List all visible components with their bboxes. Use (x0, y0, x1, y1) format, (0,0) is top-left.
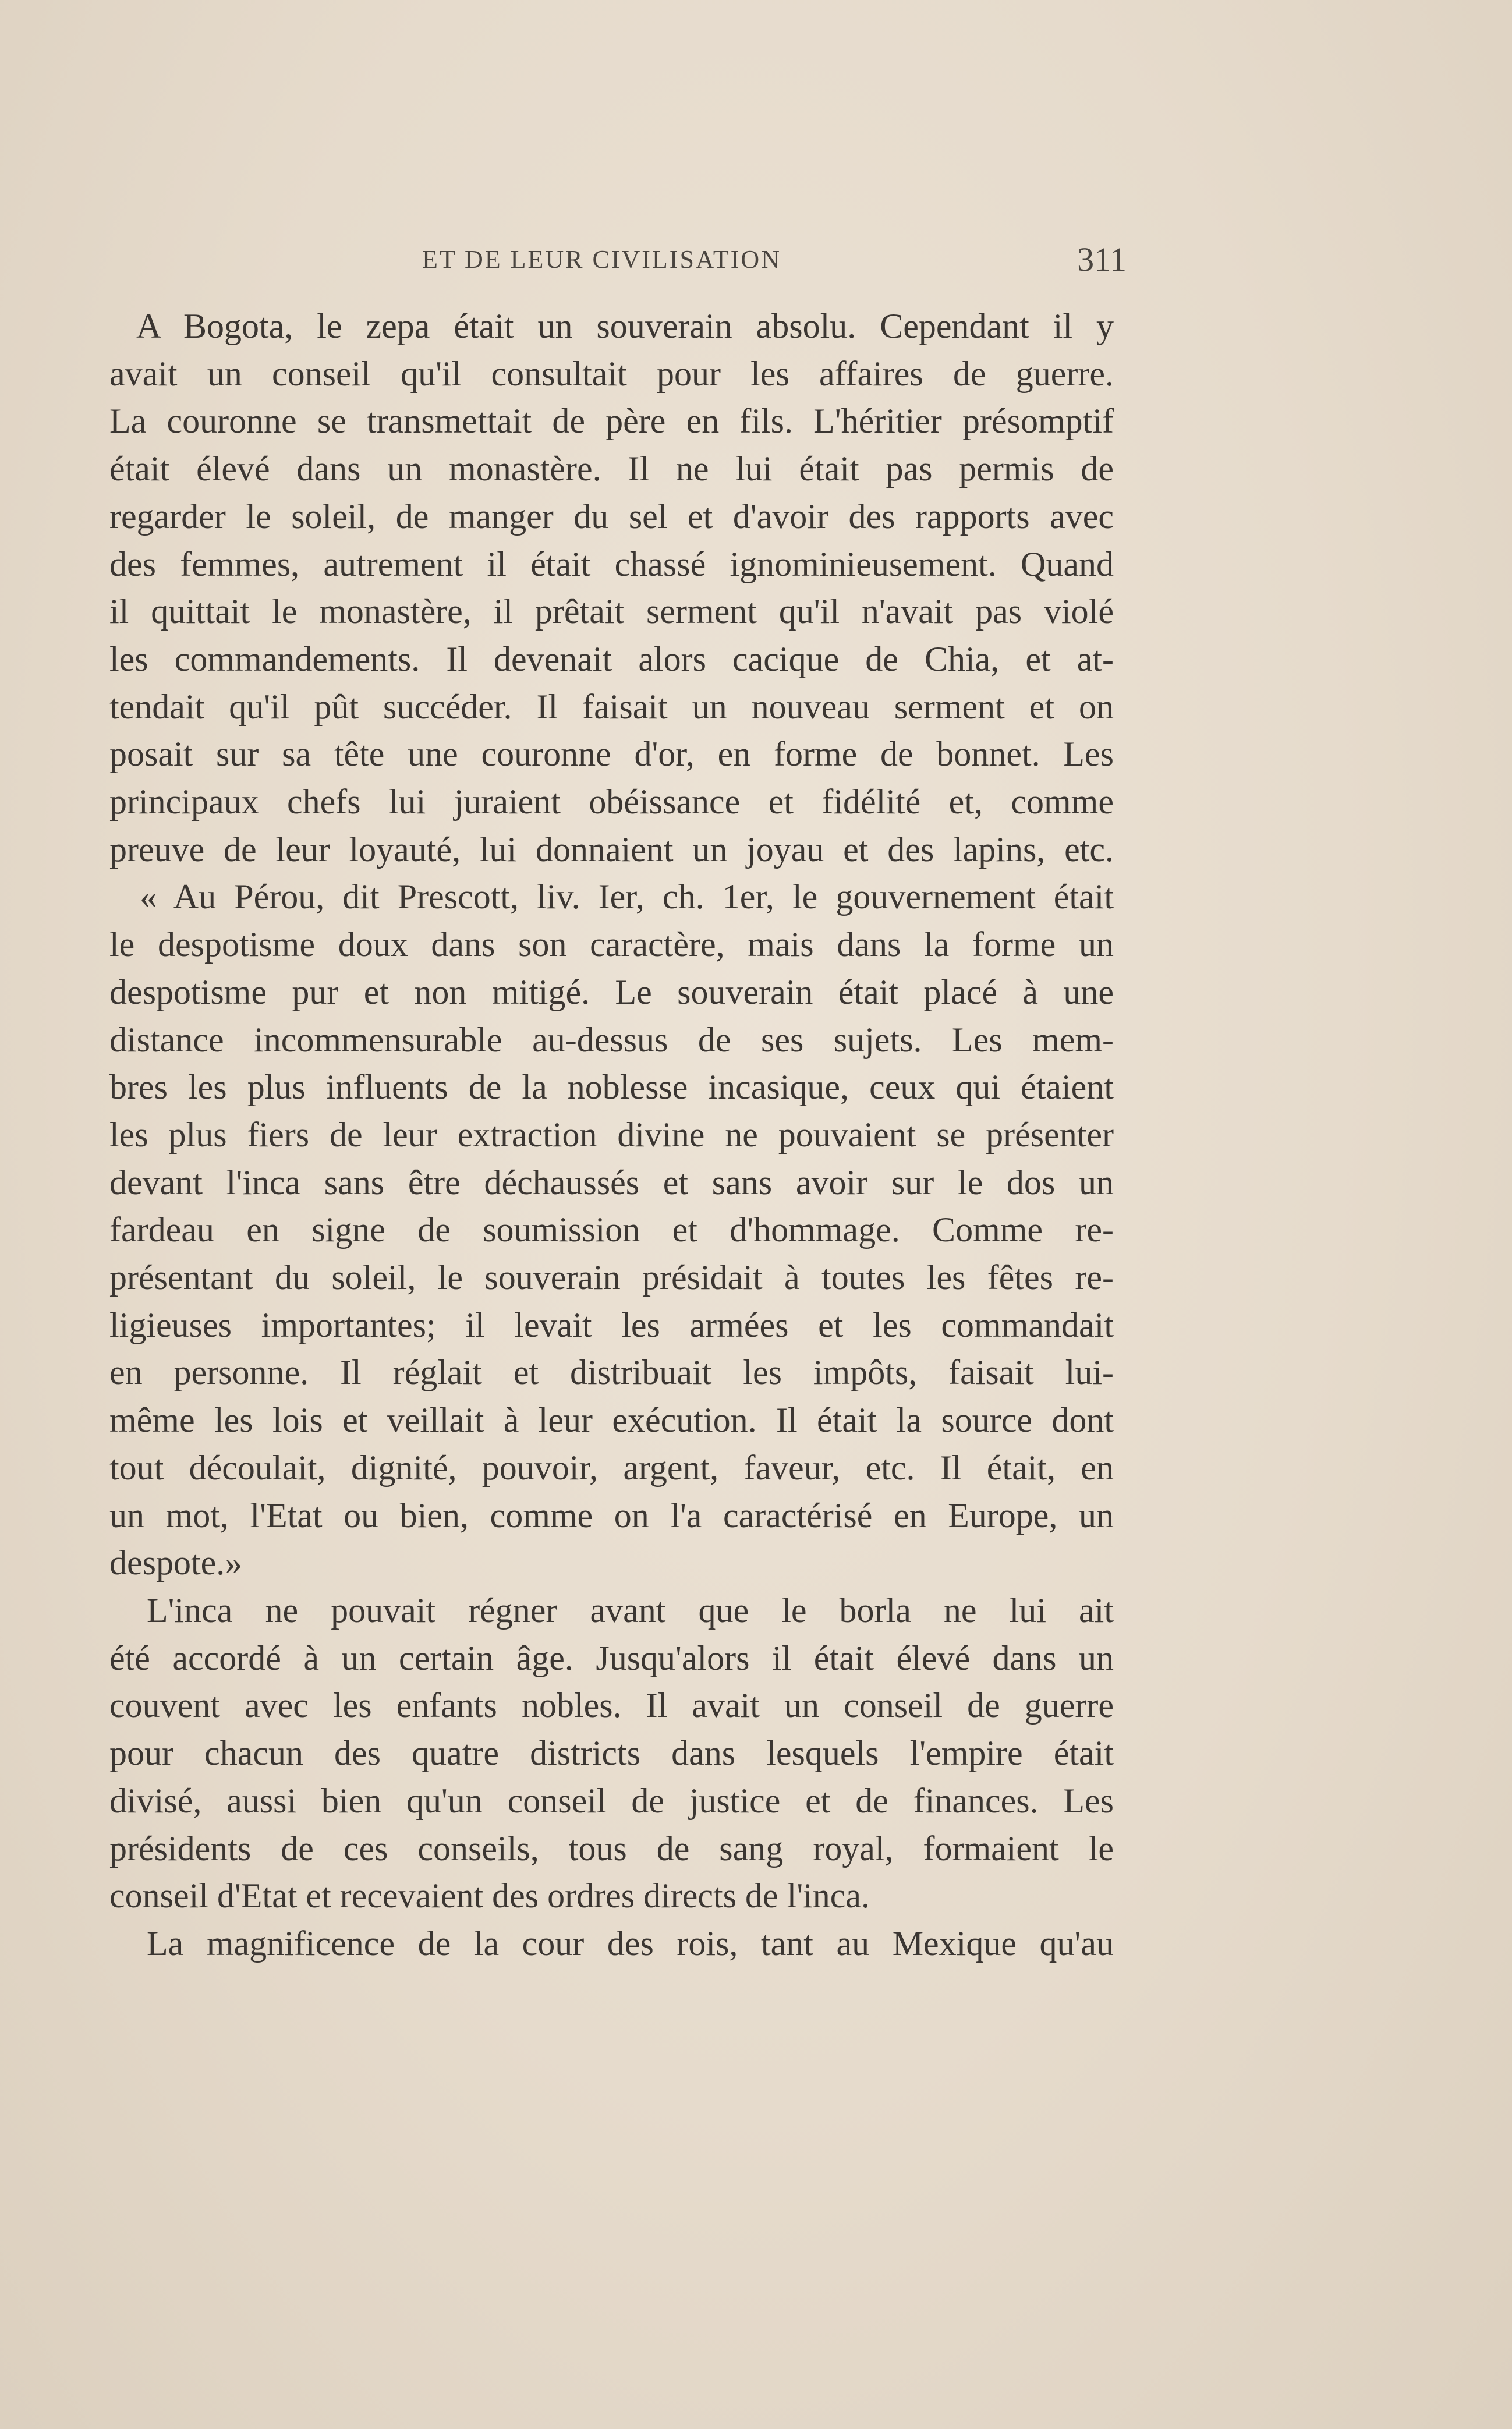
text-line: avait un conseil qu'il consultait pour les affaires de guerre. (109, 354, 1114, 393)
text-line: preuve de leur loyauté, lui donnaient un joyau et des lapins, etc. (109, 830, 1114, 869)
text-line: regarder le soleil, de manger du sel et d'avoir des rapports avec (109, 497, 1114, 536)
text-line: despotisme pur et non mitigé. Le souverain était placé à une (109, 972, 1114, 1011)
text-line: même les lois et veillait à leur exécution. Il était la source dont (109, 1401, 1114, 1440)
text-line: distance incommensurable au-dessus de ses sujets. Les mem- (109, 1020, 1114, 1059)
text-line: A Bogota, le zepa était un souverain absolu. Cependant il y (136, 307, 1114, 345)
text-line: le despotisme doux dans son caractère, mais dans la forme un (109, 925, 1114, 964)
text-line: L'inca ne pouvait régner avant que le borla ne lui ait (147, 1591, 1114, 1630)
text-line: ligieuses importantes; il levait les armées et les commandait (109, 1305, 1114, 1344)
text-line: présidents de ces conseils, tous de sang royal, formaient le (109, 1829, 1114, 1868)
text-line: tendait qu'il pût succéder. Il faisait un nouveau serment et on (109, 687, 1114, 726)
text-line: couvent avec les enfants nobles. Il avait un conseil de guerre (109, 1686, 1114, 1725)
page-number: 311 (1077, 240, 1127, 278)
body-text (109, 303, 1114, 1968)
text-line: bres les plus influents de la noblesse incasique, ceux qui étaient (109, 1068, 1114, 1107)
running-head: ET DE LEUR CIVILISATION (422, 245, 781, 274)
paragraph (109, 303, 1114, 873)
paragraph (109, 1920, 1114, 1968)
text-line: pour chacun des quatre districts dans lesquels l'empire était (109, 1734, 1114, 1773)
text-line: divisé, aussi bien qu'un conseil de justice et de finances. Les (109, 1781, 1114, 1820)
text-line: des femmes, autrement il était chassé ignominieusement. Quand (109, 544, 1114, 583)
text-line: un mot, l'Etat ou bien, comme on l'a caractérisé en Europe, un (109, 1496, 1114, 1535)
paragraph (109, 1587, 1114, 1920)
text-line: présentant du soleil, le souverain présidait à toutes les fêtes re- (109, 1258, 1114, 1297)
text-line: fardeau en signe de soumission et d'hommage. Comme re- (109, 1210, 1114, 1249)
text-line: principaux chefs lui juraient obéissance et fidélité et, comme (109, 782, 1114, 822)
text-line: été accordé à un certain âge. Jusqu'alors il était élevé dans un (109, 1638, 1114, 1677)
text-line: les plus fiers de leur extraction divine ne pouvaient se présenter (109, 1115, 1114, 1154)
text-line: en personne. Il réglait et distribuait les impôts, faisait lui- (109, 1353, 1114, 1392)
text-line: despote.» (109, 1543, 243, 1582)
text-line: posait sur sa tête une couronne d'or, en forme de bonnet. Les (109, 735, 1114, 774)
paragraph (109, 873, 1114, 1587)
text-line: il quittait le monastère, il prêtait serment qu'il n'avait pas violé (109, 592, 1114, 631)
text-line: conseil d'Etat et recevaient des ordres directs de l'inca. (109, 1876, 870, 1915)
text-line: les commandements. Il devenait alors cacique de Chia, et at- (109, 639, 1114, 678)
text-line: tout découlait, dignité, pouvoir, argent, faveur, etc. Il était, en (109, 1448, 1114, 1487)
text-line: était élevé dans un monastère. Il ne lui était pas permis de (109, 449, 1114, 488)
text-line: La couronne se transmettait de père en fils. L'héritier présomptif (109, 402, 1114, 441)
text-line: devant l'inca sans être déchaussés et sans avoir sur le dos un (109, 1163, 1114, 1202)
text-line: « Au Pérou, dit Prescott, liv. Ier, ch. 1er, le gouvernement était (140, 877, 1114, 916)
text-line: La magnificence de la cour des rois, tant au Mexique qu'au (147, 1924, 1114, 1963)
